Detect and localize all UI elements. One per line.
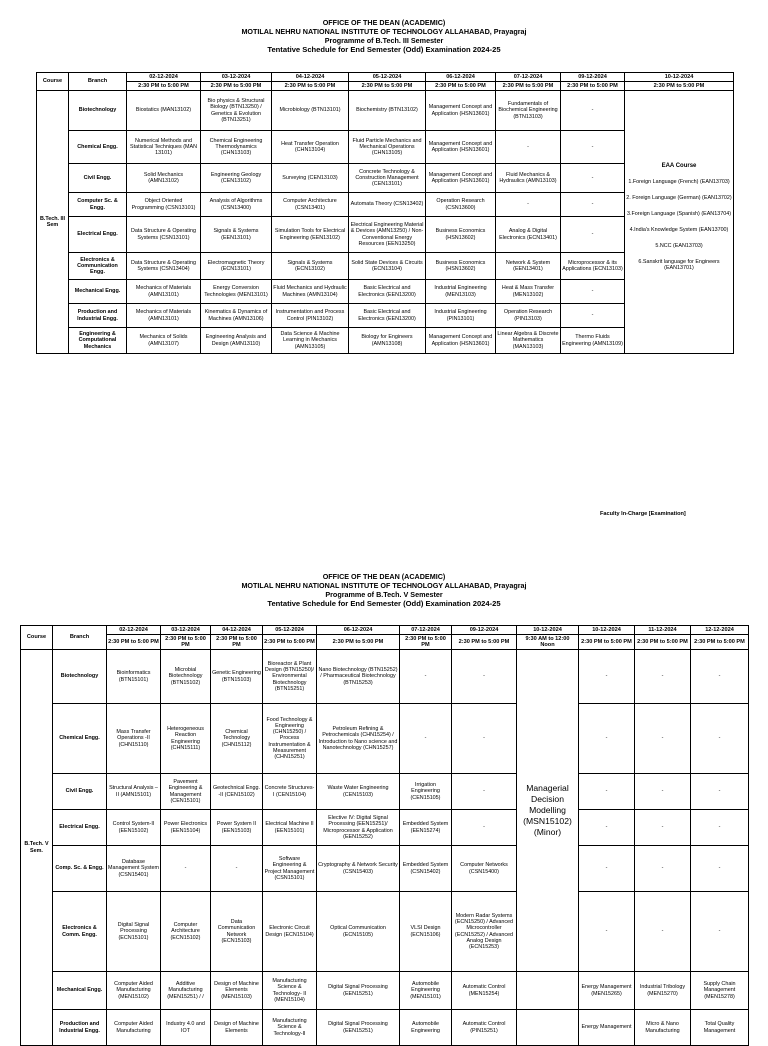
eaa-course-cell: [625, 91, 734, 354]
exam-cell: Industrial Engineering (PIN13101): [426, 304, 496, 328]
exam-cell: Network & System (EEN13401): [496, 253, 561, 280]
branch-cell: Civil Engg.: [69, 164, 127, 193]
branch-cell: Electronics & Communication Engg.: [69, 253, 127, 280]
exam-cell: Chemical Engineering Thermodynamics (CHN13103): [201, 131, 272, 164]
exam-cell: Manufacturing Science & Technology-II: [263, 1010, 317, 1046]
eaa-title: EAA Course: [661, 162, 697, 169]
date-header: 11-12-2024: [635, 626, 691, 635]
exam-cell: Waste Water Engineering (CEN15103): [317, 774, 400, 810]
branch-cell: Electrical Engg.: [69, 217, 127, 253]
exam-cell: Fluid Mechanics & Hydraulics (AMN13103): [496, 164, 561, 193]
exam-cell: -: [452, 704, 517, 774]
exam-cell: -: [561, 280, 625, 304]
minor-course-cell: Managerial Decision Modelling (MSN15102) (Minor): [517, 650, 579, 972]
exam-cell: Nano Biotechnology (BTN15252) / Pharmaceutical Biotechnology (BTN15253): [317, 650, 400, 704]
date-header: 10-12-2024: [625, 73, 734, 82]
exam-cell: Mechanics of Solids (AMN13107): [127, 328, 201, 354]
date-header: 06-12-2024: [426, 73, 496, 82]
exam-cell: Embedded System (CSN15402): [400, 846, 452, 892]
exam-cell: [517, 1010, 579, 1046]
branch-cell: Engineering & Computational Mechanics: [69, 328, 127, 354]
exam-cell: Signals & Systems (ECN13102): [272, 253, 349, 280]
branch-header: Branch: [53, 626, 107, 650]
exam-cell: Heat Transfer Operation (CHN13104): [272, 131, 349, 164]
exam-cell: Bioreactor & Plant Design (BTN15250)/ Environmental Biotechnology (BTN15251): [263, 650, 317, 704]
time-header: 2:30 PM to 5:00 PM: [635, 635, 691, 650]
branch-cell: Electronics & Comm. Engg.: [53, 892, 107, 972]
exam-cell: Solid Mechanics (AMN13102): [127, 164, 201, 193]
time-header: 2:30 PM to 5:00 PM: [400, 635, 452, 650]
exam-cell: Digital Signal Processing (ECN15101): [107, 892, 161, 972]
date-header: 09-12-2024: [561, 73, 625, 82]
exam-cell: Computer Networks (CSN15400): [452, 846, 517, 892]
exam-cell: Micro & Nano Manufacturing: [635, 1010, 691, 1046]
date-header: 05-12-2024: [263, 626, 317, 635]
time-header: 9:30 AM to 12:00 Noon: [517, 635, 579, 650]
eaa-item: 5.NCC (EAN13703): [655, 243, 703, 250]
course-header: Course: [37, 73, 69, 91]
exam-cell: Analysis of Algorithms (CSN13400): [201, 193, 272, 217]
exam-cell: Food Technology & Engineering (CHN15250) / Process Instrumentation & Measurement (CHN15251): [263, 704, 317, 774]
exam-cell: Mass Transfer Operations -II (CHN15110): [107, 704, 161, 774]
office-title: OFFICE OF THE DEAN (ACADEMIC): [322, 18, 446, 27]
exam-cell: Database Management System (CSN15401): [107, 846, 161, 892]
programme-title: Programme of B.Tech. III Semester: [324, 36, 444, 45]
date-header: 04-12-2024: [211, 626, 263, 635]
exam-cell: -: [452, 810, 517, 846]
course-cell: B.Tech. III Sem: [37, 91, 69, 354]
exam-cell: -: [579, 810, 635, 846]
exam-cell: Operation Research (PIN13103): [496, 304, 561, 328]
exam-cell: Engineering Geology (CEN13102): [201, 164, 272, 193]
table-row: [21, 810, 749, 846]
exam-cell: Fundamentals of Biochemical Engineering (BTN13103): [496, 91, 561, 131]
exam-cell: Operation Research (CSN13600): [426, 193, 496, 217]
exam-cell: Industrial Tribology (MEN15270): [635, 972, 691, 1010]
sem3-schedule-table: [36, 72, 734, 354]
exam-cell: -: [635, 846, 691, 892]
exam-cell: Manufacturing Science & Technology- II (MEN15104): [263, 972, 317, 1010]
exam-cell: Structural Analysis –II (AMN15101): [107, 774, 161, 810]
exam-cell: Analog & Digital Electronics (ECN13401): [496, 217, 561, 253]
exam-cell: -: [161, 846, 211, 892]
table-row: [21, 972, 749, 1010]
exam-cell: Electronic Circuit Design (ECN15104): [263, 892, 317, 972]
table-row: [21, 704, 749, 774]
exam-cell: -: [635, 774, 691, 810]
exam-cell: -: [561, 91, 625, 131]
exam-cell: -: [211, 846, 263, 892]
exam-cell: Signals & Systems (EEN13101): [201, 217, 272, 253]
exam-cell: -: [691, 650, 749, 704]
exam-cell: Energy Conversion Technologies (MEN13101): [201, 280, 272, 304]
time-header: 2:30 PM to 5:00 PM: [107, 635, 161, 650]
exam-cell: Data Structure & Operating Systems (CSN13101): [127, 217, 201, 253]
exam-cell: Industry 4.0 and IOT: [161, 1010, 211, 1046]
sem3-header: [0, 18, 768, 55]
exam-cell: Energy Management (MEN15265): [579, 972, 635, 1010]
exam-cell: -: [400, 704, 452, 774]
exam-cell: -: [561, 164, 625, 193]
date-header: 07-12-2024: [496, 73, 561, 82]
exam-cell: Elective IV: Digital Signal Processing (EEN15251)/ Microprocessor & Application (EEN15252): [317, 810, 400, 846]
exam-cell: -: [635, 810, 691, 846]
time-header: 2:30 PM to 5:00 PM: [561, 82, 625, 91]
exam-cell: VLSI Design (ECN15106): [400, 892, 452, 972]
exam-cell: Automobile Engineering: [400, 1010, 452, 1046]
exam-cell: Design of Machine Elements (MEN15103): [211, 972, 263, 1010]
exam-cell: -: [579, 892, 635, 972]
course-header: Course: [21, 626, 53, 650]
exam-cell: -: [561, 193, 625, 217]
exam-cell: Surveying (CEN13103): [272, 164, 349, 193]
exam-cell: -: [400, 650, 452, 704]
time-header: 2:30 PM to 5:00 PM: [349, 82, 426, 91]
exam-cell: Solid State Devices & Circuits (ECN13104): [349, 253, 426, 280]
time-header: 2:30 PM to 5:00 PM: [211, 635, 263, 650]
exam-cell: Heat & Mass Transfer (MEN13102): [496, 280, 561, 304]
exam-cell: Supply Chain Management (MEN15278): [691, 972, 749, 1010]
exam-cell: Bio physics & Structural Biology (BTN13250) / Genetics & Evolution (BTN13251): [201, 91, 272, 131]
exam-cell: Concrete Structures-I (CEN15104): [263, 774, 317, 810]
table-row: [21, 846, 749, 892]
exam-cell: -: [561, 304, 625, 328]
branch-cell: Civil Engg.: [53, 774, 107, 810]
exam-cell: Automatic Control (PIN15251): [452, 1010, 517, 1046]
branch-cell: Mechanical Engg.: [53, 972, 107, 1010]
branch-cell: Chemical Engg.: [69, 131, 127, 164]
exam-cell: Bioinformatics (BTN15101): [107, 650, 161, 704]
exam-cell: Optical Communication (ECN15105): [317, 892, 400, 972]
exam-cell: Automatic Control (MEN15254): [452, 972, 517, 1010]
exam-cell: Embedded System (EEN15274): [400, 810, 452, 846]
course-cell: B.Tech. V Sem.: [21, 650, 53, 1046]
branch-cell: Production and Industrial Engg.: [53, 1010, 107, 1046]
exam-cell: Concrete Technology & Construction Management (CEN13101): [349, 164, 426, 193]
exam-cell: Fluid Particle Mechanics and Mechanical Operations (CHN13105): [349, 131, 426, 164]
exam-cell: Pavement Engineering & Management (CEN15101): [161, 774, 211, 810]
date-header: 06-12-2024: [317, 626, 400, 635]
exam-cell: -: [452, 650, 517, 704]
exam-cell: Additive Manufacturing (MEN15251) / /: [161, 972, 211, 1010]
exam-cell: Management Concept and Application (HSN13601): [426, 131, 496, 164]
date-header: 02-12-2024: [107, 626, 161, 635]
exam-cell: Biochemistry (BTN13102): [349, 91, 426, 131]
date-header: 02-12-2024: [127, 73, 201, 82]
exam-cell: Microbiology (BTN13101): [272, 91, 349, 131]
time-header: 2:30 PM to 5:00 PM: [496, 82, 561, 91]
exam-cell: -: [691, 892, 749, 972]
exam-cell: Biology for Engineers (AMN13108): [349, 328, 426, 354]
branch-cell: Biotechnology: [53, 650, 107, 704]
branch-cell: Chemical Engg.: [53, 704, 107, 774]
exam-cell: Petroleum Refining & Petrochemicals (CHN15254) / Introduction to Nano science and Nanotechnology (CHN15257): [317, 704, 400, 774]
exam-cell: -: [561, 217, 625, 253]
date-header: 12-12-2024: [691, 626, 749, 635]
time-header: 2:30 PM to 5:00 PM: [452, 635, 517, 650]
branch-header: Branch: [69, 73, 127, 91]
table-row: [37, 91, 734, 131]
date-header: 03-12-2024: [201, 73, 272, 82]
exam-cell: Numerical Methods and Statistical Techniques (MAN 13101): [127, 131, 201, 164]
date-header: 10-12-2024: [579, 626, 635, 635]
exam-cell: Data Science & Machine Learning in Mechanics (AMN13105): [272, 328, 349, 354]
exam-cell: Instrumentation and Process Control (PIN13102): [272, 304, 349, 328]
table-row: [21, 650, 749, 704]
institute-name: MOTILAL NEHRU NATIONAL INSTITUTE OF TECHNOLOGY ALLAHABAD, Prayagraj: [241, 581, 527, 590]
time-header: 2:30 PM to 5:00 PM: [691, 635, 749, 650]
sem5-header: [0, 572, 768, 609]
programme-title: Programme of B.Tech. V Semester: [325, 590, 443, 599]
exam-cell: Energy Management: [579, 1010, 635, 1046]
exam-cell: Simulation Tools for Electrical Engineering (EEN13102): [272, 217, 349, 253]
exam-cell: Power Electronics (EEN15104): [161, 810, 211, 846]
date-header: 07-12-2024: [400, 626, 452, 635]
branch-cell: Computer Sc. & Engg.: [69, 193, 127, 217]
time-header: 2:30 PM to 5:00 PM: [161, 635, 211, 650]
time-header: 2:30 PM to 5:00 PM: [272, 82, 349, 91]
exam-cell: Cryptography & Network Security (CSN15403): [317, 846, 400, 892]
exam-cell: Software Engineering & Project Management (CSN15101): [263, 846, 317, 892]
exam-cell: -: [691, 810, 749, 846]
exam-cell: Modern Radar Systems (ECN15250) / Advanced Microcontroller (ECN15252) / Advanced Analog Design (ECN15253): [452, 892, 517, 972]
eaa-item: 4.India's Knowledge System (EAN13700): [629, 227, 729, 233]
exam-cell: -: [635, 650, 691, 704]
exam-cell: Management Concept and Application (HSN13601): [426, 328, 496, 354]
branch-cell: Mechanical Engg.: [69, 280, 127, 304]
exam-cell: -: [691, 774, 749, 810]
exam-cell: Irrigation Engineering (CEN15105): [400, 774, 452, 810]
exam-cell: Automata Theory (CSN13402): [349, 193, 426, 217]
time-header: 2:30 PM to 5:00 PM: [263, 635, 317, 650]
exam-cell: Computer Architecture (CSN13401): [272, 193, 349, 217]
date-header: 04-12-2024: [272, 73, 349, 82]
exam-cell: Thermo Fluids Engineering (AMN13109): [561, 328, 625, 354]
exam-cell: Electrical Engineering Material & Devices (AMN13250) / Non-Conventional Energy Resources (EEN13250): [349, 217, 426, 253]
eaa-item: 6.Sanskrit language for Engineers (EAN13701): [638, 259, 720, 272]
exam-cell: -: [452, 774, 517, 810]
eaa-item: 3.Foreign Language (Spanish) (EAN13704): [627, 210, 731, 217]
exam-cell: Genetic Engineering (BTN15103): [211, 650, 263, 704]
branch-cell: Biotechnology: [69, 91, 127, 131]
institute-name: MOTILAL NEHRU NATIONAL INSTITUTE OF TECHNOLOGY ALLAHABAD, Prayagraj: [241, 27, 527, 36]
branch-cell: Electrical Engg.: [53, 810, 107, 846]
exam-cell: [517, 972, 579, 1010]
table-row: [21, 1010, 749, 1046]
exam-cell: Linear Algebra & Discrete Mathematics (MAN13103): [496, 328, 561, 354]
branch-cell: Production and Industrial Engg.: [69, 304, 127, 328]
exam-cell: -: [635, 704, 691, 774]
exam-cell: Computer Aided Manufacturing (MEN15102): [107, 972, 161, 1010]
time-header: 2:30 PM to 5:00 PM: [317, 635, 400, 650]
exam-cell: Basic Electrical and Electronics (EEN13200): [349, 280, 426, 304]
exam-cell: -: [496, 193, 561, 217]
exam-cell: Microprocessor & its Applications (ECN13103): [561, 253, 625, 280]
exam-cell: Heterogeneous Reaction Engineering (CHN15111): [161, 704, 211, 774]
exam-cell: Fluid Mechanics and Hydraulic Machines (AMN13104): [272, 280, 349, 304]
exam-cell: Microbial Biotechnology (BTN15102): [161, 650, 211, 704]
exam-cell: Management Concept and Application (HSN13601): [426, 164, 496, 193]
date-header: 05-12-2024: [349, 73, 426, 82]
exam-cell: Engineering Analysis and Design (AMN13110): [201, 328, 272, 354]
exam-cell: Basic Electrical and Electronics (EEN13200): [349, 304, 426, 328]
sem5-schedule-table: [20, 625, 749, 1046]
exam-cell: Digital Signal Processing (EEN15251): [317, 1010, 400, 1046]
exam-cell: Mechanics of Materials (AMN13101): [127, 280, 201, 304]
exam-cell: -: [579, 774, 635, 810]
exam-cell: Chemical Technology (CHN15112): [211, 704, 263, 774]
exam-cell: Total Quality Management: [691, 1010, 749, 1046]
exam-cell: Electrical Machine II (EEN15101): [263, 810, 317, 846]
exam-cell: -: [496, 131, 561, 164]
table-row: [21, 774, 749, 810]
exam-cell: -: [691, 846, 749, 892]
exam-cell: Object Oriented Programming (CSN13101): [127, 193, 201, 217]
schedule-title: Tentative Schedule for End Semester (Odd) Examination 2024-25: [267, 45, 501, 54]
exam-cell: Biostatics (MAN13102): [127, 91, 201, 131]
eaa-item: 2. Foreign Language (German) (EAN13702): [626, 194, 732, 201]
exam-cell: Geotechnical Engg. -II (CEN15102): [211, 774, 263, 810]
exam-cell: Business Economics (HSN13602): [426, 217, 496, 253]
exam-cell: Digital Signal Processing (EEN15251): [317, 972, 400, 1010]
exam-cell: Industrial Engineering (MEN13103): [426, 280, 496, 304]
exam-cell: -: [691, 704, 749, 774]
table-row: [21, 892, 749, 972]
exam-cell: Mechanics of Materials (AMN13101): [127, 304, 201, 328]
date-header: 09-12-2024: [452, 626, 517, 635]
exam-cell: Computer Aided Manufacturing: [107, 1010, 161, 1046]
eaa-item: 1.Foreign Language (French) (EAN13703): [628, 178, 730, 185]
branch-cell: Comp. Sc. & Engg.: [53, 846, 107, 892]
exam-cell: Kinematics & Dynamics of Machines (AMN13106): [201, 304, 272, 328]
office-title: OFFICE OF THE DEAN (ACADEMIC): [322, 572, 446, 581]
exam-cell: -: [579, 846, 635, 892]
exam-cell: Computer Architecture (ECN15102): [161, 892, 211, 972]
exam-cell: Design of Machine Elements: [211, 1010, 263, 1046]
exam-cell: -: [579, 704, 635, 774]
exam-cell: Electromagnetic Theory (ECN13101): [201, 253, 272, 280]
exam-cell: Management Concept and Application (HSN13601): [426, 91, 496, 131]
exam-cell: -: [579, 650, 635, 704]
time-header: 2:30 PM to 5:00 PM: [579, 635, 635, 650]
time-header: 2:30 PM to 5:00 PM: [625, 82, 734, 91]
date-header: 10-12-2024: [517, 626, 579, 635]
exam-cell: -: [561, 131, 625, 164]
exam-cell: Power System II (EEN15103): [211, 810, 263, 846]
exam-cell: Control System-II (EEN15102): [107, 810, 161, 846]
time-header: 2:30 PM to 5:00 PM: [201, 82, 272, 91]
exam-cell: Business Economics (HSN13602): [426, 253, 496, 280]
exam-cell: -: [635, 892, 691, 972]
exam-cell: Automobile Engineering (MEN15101): [400, 972, 452, 1010]
exam-cell: Data Structure & Operating Systems (CSN13404): [127, 253, 201, 280]
date-header: 03-12-2024: [161, 626, 211, 635]
time-header: 2:30 PM to 5:00 PM: [127, 82, 201, 91]
exam-cell: Data Communication Network (ECN15103): [211, 892, 263, 972]
schedule-title: Tentative Schedule for End Semester (Odd) Examination 2024-25: [267, 599, 501, 608]
faculty-in-charge: Faculty In-Charge [Examination]: [600, 511, 686, 517]
time-header: 2:30 PM to 5:00 PM: [426, 82, 496, 91]
